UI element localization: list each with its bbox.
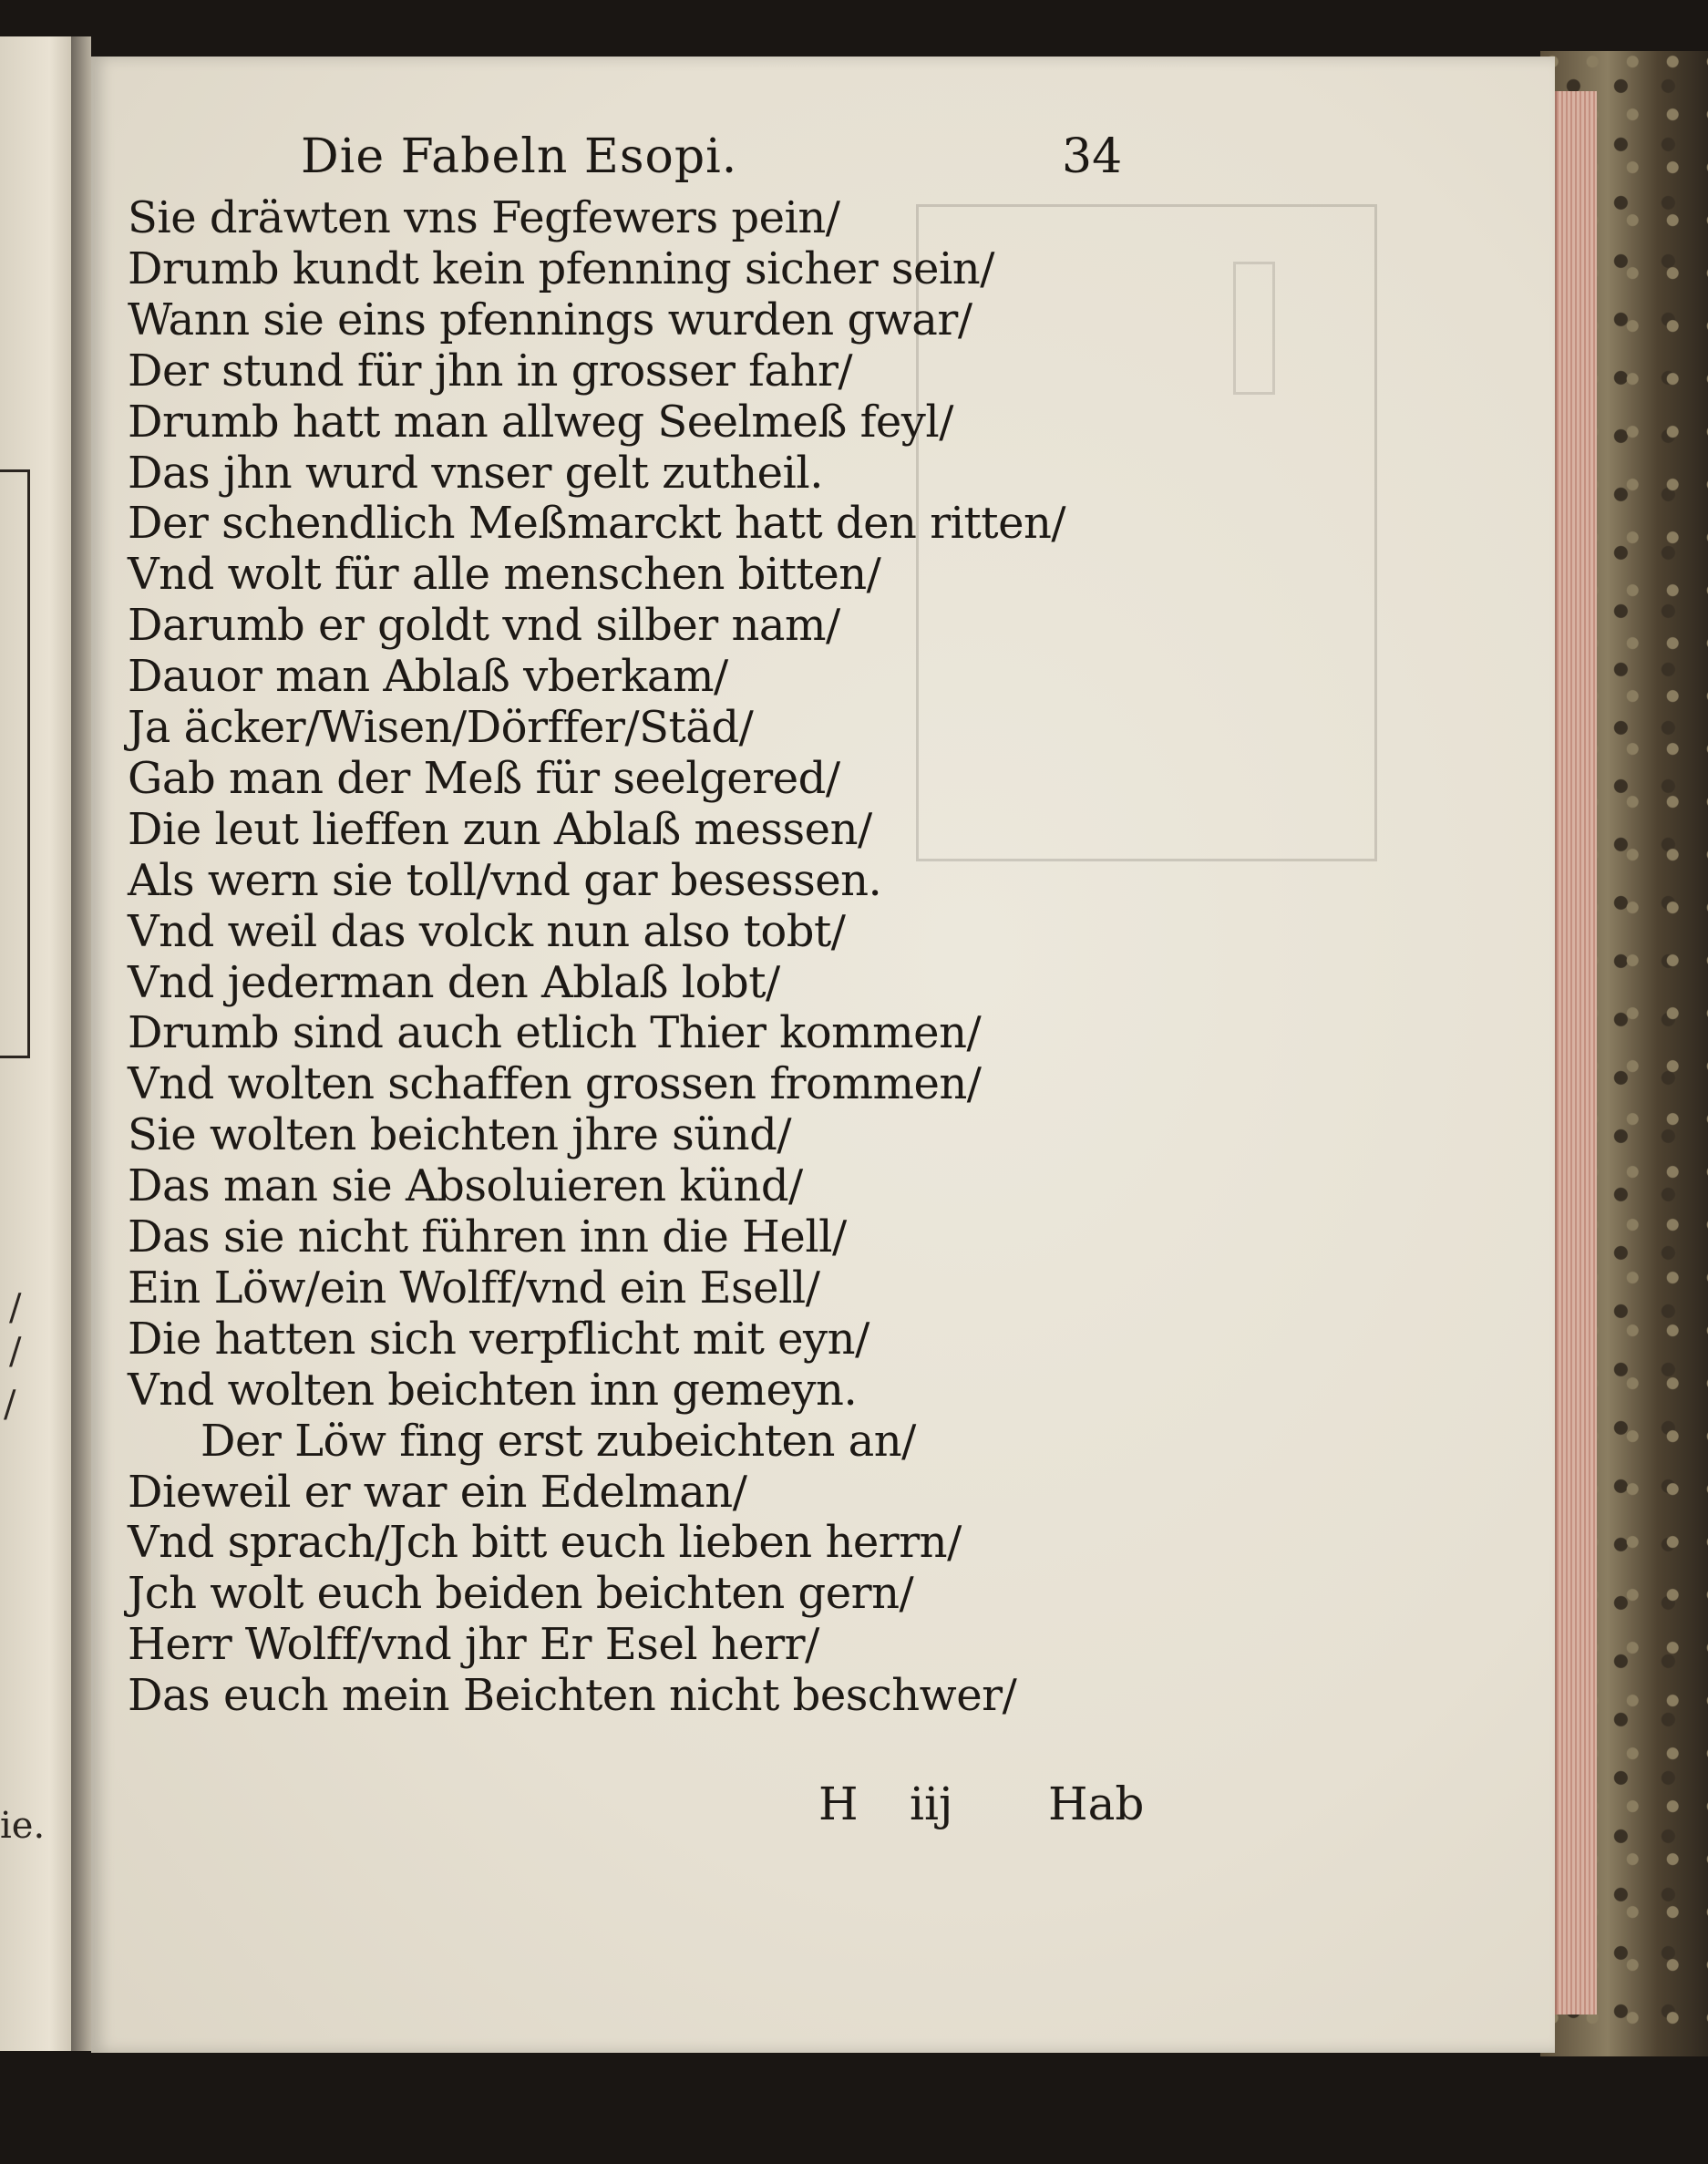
verse-line: Das man sie Absoluieren künd/	[128, 1160, 803, 1212]
verse-line: Das sie nicht führen inn die Hell/	[128, 1211, 847, 1262]
verse-line: Sie dräwten vns Fegfewers pein/	[128, 192, 840, 243]
verse-line: Vnd jederman den Ablaß lobt/	[128, 956, 780, 1008]
verse-line: Dieweil er war ein Edelman/	[128, 1466, 747, 1518]
signature-letter: H	[818, 1778, 859, 1830]
left-page-fragment: ie.	[0, 1805, 46, 1847]
gutter-shadow	[71, 36, 91, 2051]
verse-line: Vnd wolt für alle menschen bitten/	[128, 549, 881, 601]
left-page-fragment: /	[4, 1384, 16, 1426]
verse-line: Vnd weil das volck nun also tobt/	[128, 905, 846, 957]
verse-line: Sie wolten beichten jhre sünd/	[128, 1109, 792, 1161]
signature-number: iij	[910, 1778, 953, 1830]
verse-line: Vnd sprach/Jch bitt euch lieben herrn/	[128, 1517, 962, 1569]
verse-line: Die leut lieffen zun Ablaß messen/	[128, 803, 872, 855]
verse-line: Herr Wolff/vnd jhr Er Esel herr/	[128, 1619, 819, 1671]
left-page-fragment: /	[9, 1331, 22, 1373]
verse-line: Das euch mein Beichten nicht beschwer/	[128, 1670, 1017, 1722]
verse-line: Vnd wolten schaffen grossen frommen/	[128, 1058, 982, 1110]
verse-line: Drumb sind auch etlich Thier kommen/	[128, 1007, 982, 1059]
verse-line: Ein Löw/ein Wolff/vnd ein Esell/	[128, 1262, 820, 1314]
verse-line: Als wern sie toll/vnd gar besessen.	[128, 854, 882, 906]
verse-line: Drumb hatt man allweg Seelmeß feyl/	[128, 396, 953, 448]
left-page-fragment: /	[9, 1287, 22, 1329]
page-number: 34	[1062, 129, 1123, 184]
verse-line: Ja äcker/Wisen/Dörffer/Städ/	[128, 702, 754, 753]
left-page-edge	[0, 36, 71, 2051]
verse-line: Gab man der Meß für seelgered/	[128, 752, 840, 804]
verse-line: Der schendlich Meßmarckt hatt den ritten/	[128, 498, 1066, 550]
page-edges	[1555, 91, 1597, 2015]
catchword: Hab	[1048, 1778, 1145, 1830]
running-title: Die Fabeln Esopi.	[301, 129, 738, 184]
verse-line: Vnd wolten beichten inn gemeyn.	[128, 1364, 858, 1416]
verse-line: Dauor man Ablaß vberkam/	[128, 651, 728, 703]
verse-line: Darumb er goldt vnd silber nam/	[128, 600, 840, 652]
verse-line: Der Löw fing erst zubeichten an/	[201, 1415, 916, 1467]
verse-line: Jch wolt euch beiden beichten gern/	[128, 1568, 914, 1620]
verse-line: Der stund für jhn in grosser fahr/	[128, 345, 853, 397]
verse-line: Wann sie eins pfennings wurden gwar/	[128, 294, 972, 345]
left-page-frame	[0, 469, 30, 1058]
verse-line: Die hatten sich verpflicht mit eyn/	[128, 1313, 869, 1365]
verse-line: Das jhn wurd vnser gelt zutheil.	[128, 447, 823, 499]
verse-line: Drumb kundt kein pfenning sicher sein/	[128, 242, 994, 294]
